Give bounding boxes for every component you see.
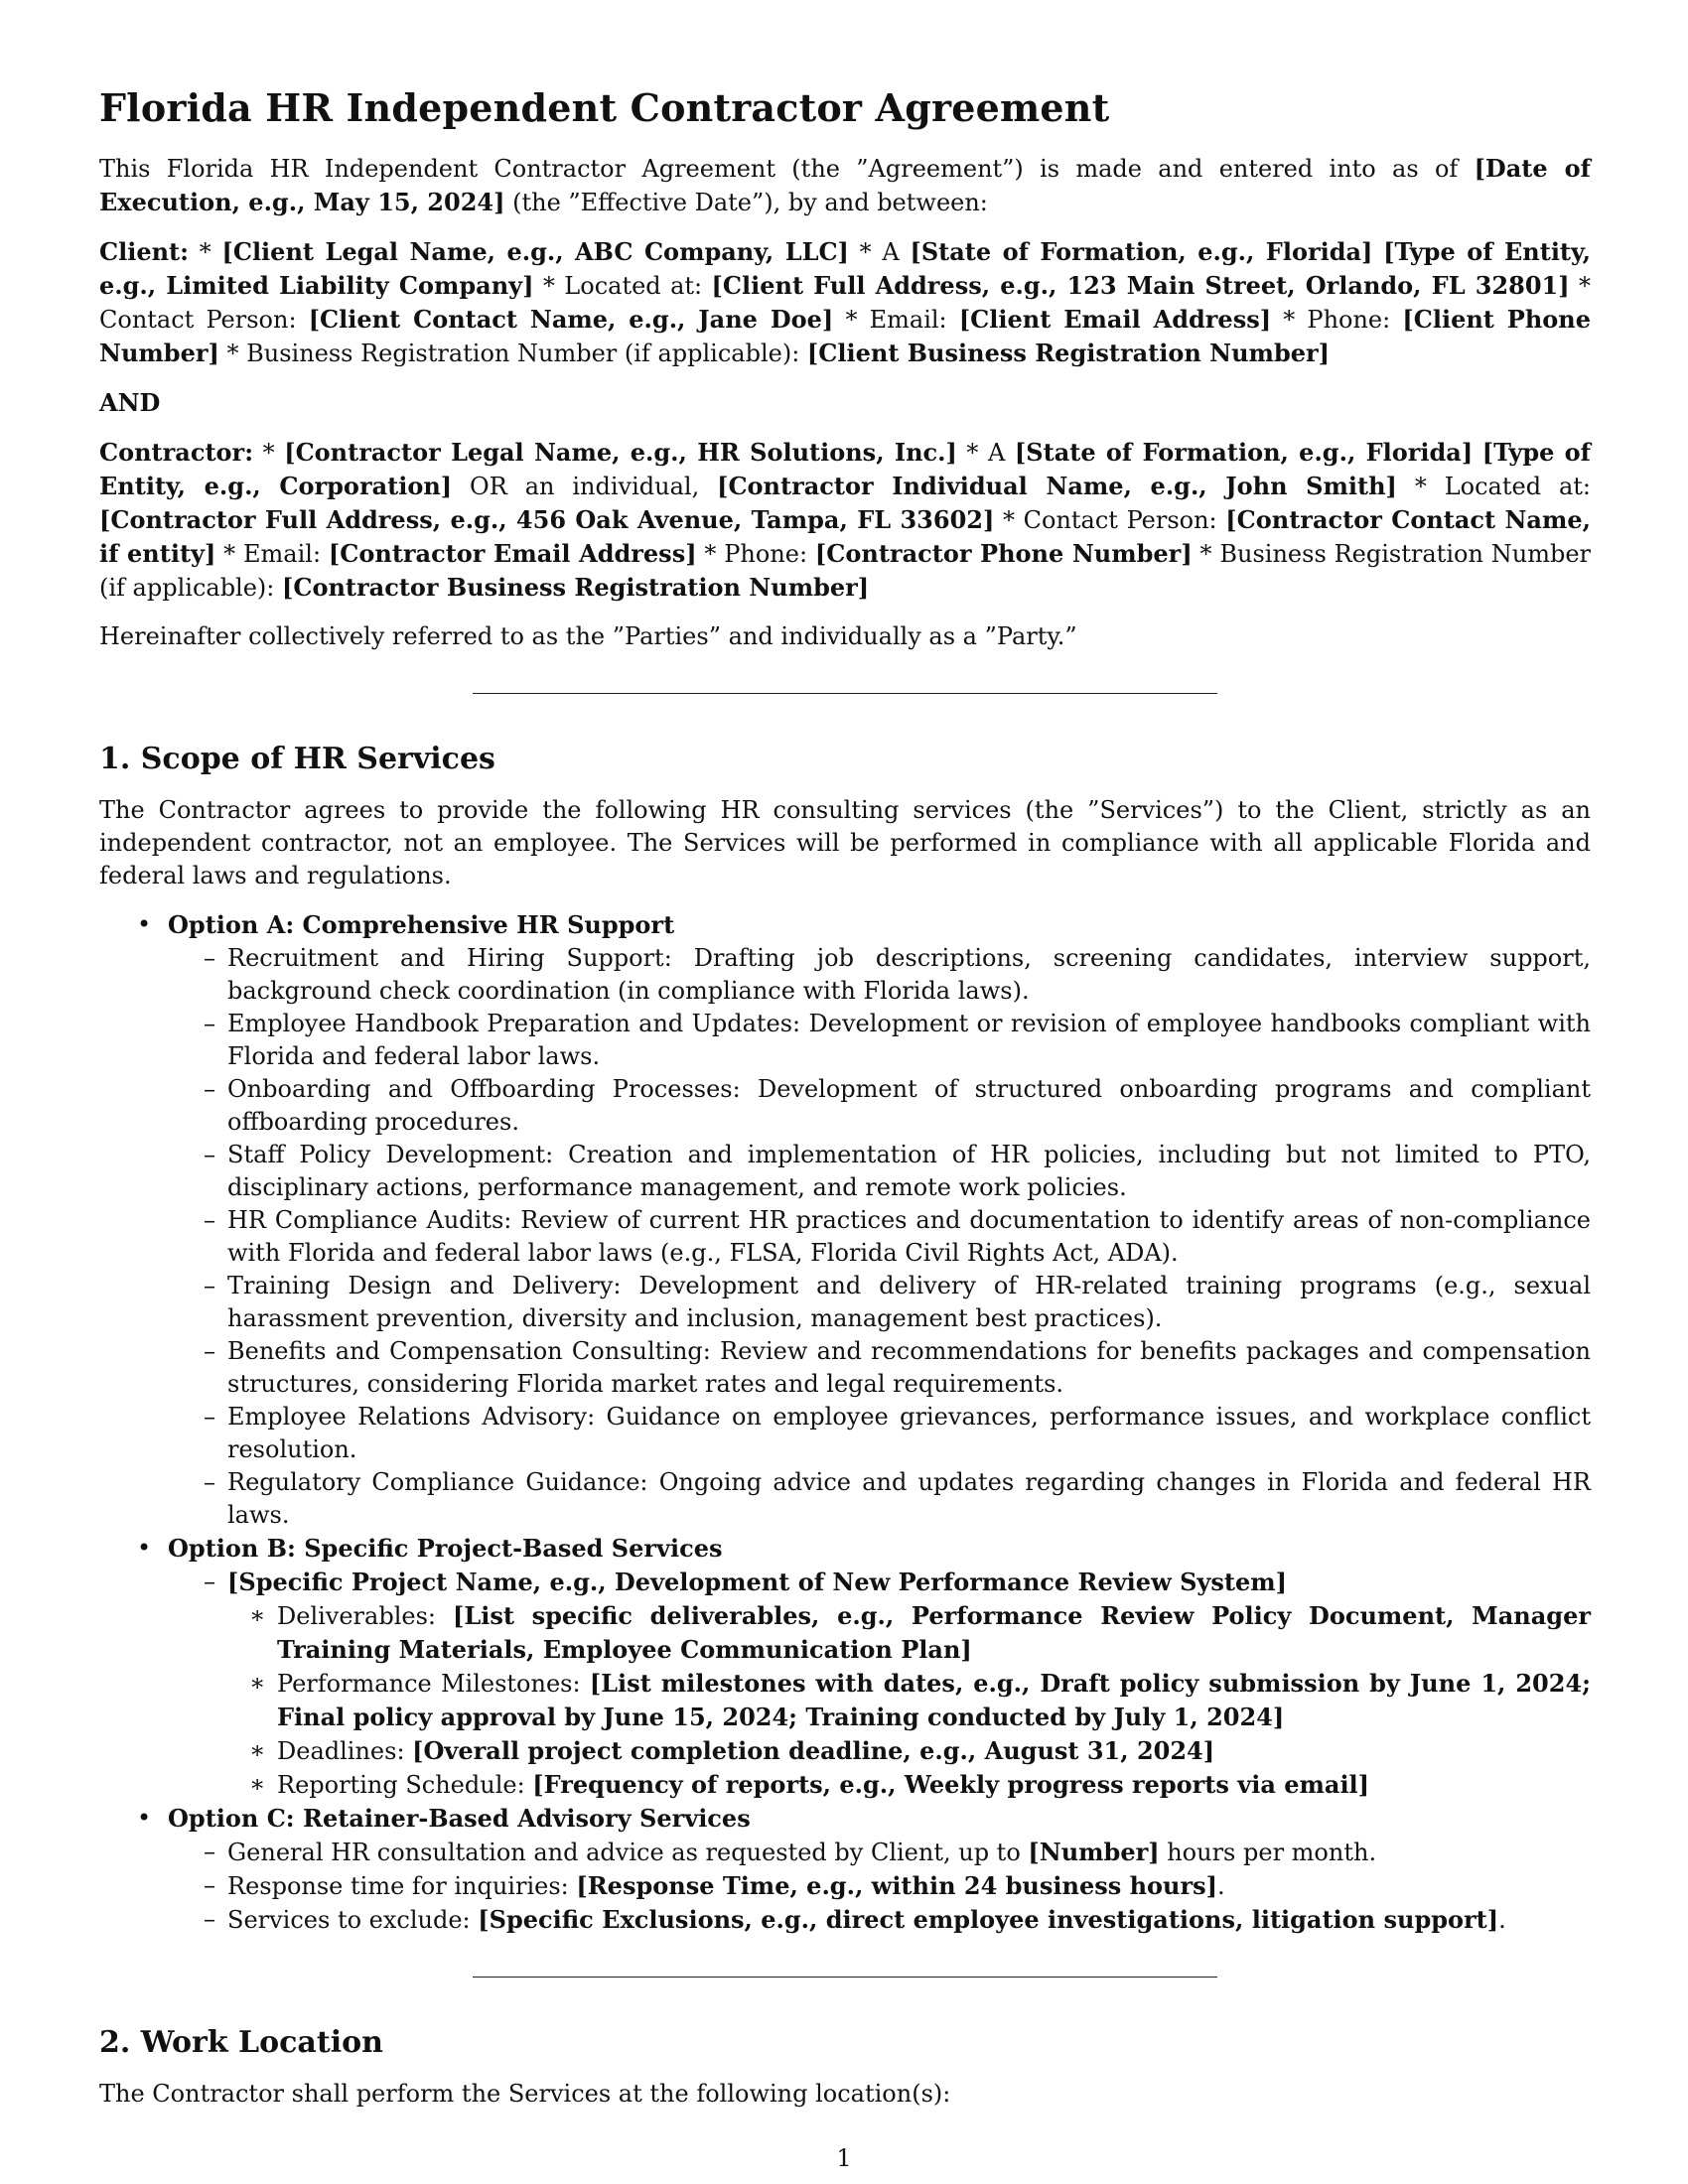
bullet-star: ∗ bbox=[249, 1669, 266, 1697]
bullet-dash: – bbox=[204, 1337, 215, 1365]
reporting-item bbox=[227, 1768, 1591, 1802]
text-fragment: * Located at: bbox=[1396, 473, 1591, 500]
text-fragment: . bbox=[1217, 1872, 1225, 1900]
section-divider bbox=[473, 693, 1217, 694]
contractor-email: [Contractor Email Address] bbox=[328, 539, 697, 568]
bullet-dash: – bbox=[204, 1568, 215, 1595]
bullet-dash: – bbox=[204, 1010, 215, 1037]
milestones-value: [List milestones with dates, e.g., Draft policy submission by June 1, 2024; Final policy approval by June 15, 2024; Training conducted by July 1, 2024] bbox=[277, 1669, 1592, 1731]
text-fragment bbox=[1372, 238, 1383, 266]
contractor-legal-name: [Contractor Legal Name, e.g., HR Solutions, Inc.] bbox=[284, 438, 957, 467]
text-fragment: * Located at: bbox=[533, 272, 712, 300]
intro-paragraph bbox=[99, 152, 1591, 219]
bullet-dot: • bbox=[137, 910, 152, 938]
text-fragment: . bbox=[1498, 1906, 1506, 1934]
contractor-individual-name: [Contractor Individual Name, e.g., John Smith] bbox=[717, 472, 1397, 500]
intro-text: This Florida HR Independent Contractor Agreement (the ”Agreement”) is made and entered into as of bbox=[99, 155, 1475, 183]
option-a-item-text: Recruitment and Hiring Support: Drafting job descriptions, screening candidates, interview support, background check coordination (in compliance with Florida laws). bbox=[227, 944, 1591, 1005]
contractor-label: Contractor: bbox=[99, 438, 254, 467]
option-a-item-text: HR Compliance Audits: Review of current HR practices and documentation to identify areas of non-compliance with Florida and federal labor laws (e.g., FLSA, Florida Civil Rights Act, ADA). bbox=[227, 1206, 1591, 1267]
client-contact: [Client Contact Name, e.g., Jane Doe] bbox=[308, 305, 834, 334]
option-a-item bbox=[168, 1073, 1591, 1139]
milestones-label: Performance Milestones: bbox=[277, 1670, 590, 1698]
reporting-label: Reporting Schedule: bbox=[277, 1771, 533, 1799]
text-fragment bbox=[1473, 439, 1482, 467]
client-entity-type: [Type of Entity, e.g., Limited Liability Company] bbox=[99, 237, 1592, 300]
option-a-item-text: Regulatory Compliance Guidance: Ongoing advice and updates regarding changes in Florida and federal HR laws. bbox=[227, 1468, 1591, 1529]
option-b-items bbox=[168, 1566, 1591, 1802]
option-a-item-text: Onboarding and Offboarding Processes: Development of structured onboarding programs and compliant offboarding procedures. bbox=[227, 1075, 1591, 1136]
contractor-registration: [Contractor Business Registration Number] bbox=[282, 573, 870, 602]
text-fragment: * Email: bbox=[833, 306, 959, 334]
options-list bbox=[99, 908, 1591, 1937]
section-1-heading: 1. Scope of HR Services bbox=[99, 742, 495, 776]
bullet-dot: • bbox=[137, 1804, 152, 1832]
option-a-item-text: Benefits and Compensation Consulting: Review and recommendations for benefits packages and compensation structures, considering Florida market rates and legal requirements. bbox=[227, 1337, 1591, 1398]
bullet-star: ∗ bbox=[249, 1601, 266, 1629]
option-b-title: Option B: Specific Project-Based Services bbox=[168, 1534, 723, 1563]
bullet-dot: • bbox=[137, 1534, 152, 1562]
deliverables-value: [List specific deliverables, e.g., Performance Review Policy Document, Manager Training Materials, Employee Communication Plan] bbox=[277, 1601, 1591, 1664]
bullet-dash: – bbox=[204, 1075, 215, 1103]
bullet-star: ∗ bbox=[249, 1770, 266, 1798]
deliverables-item bbox=[227, 1599, 1591, 1667]
option-b bbox=[99, 1532, 1591, 1802]
client-block bbox=[99, 235, 1591, 370]
contractor-address: [Contractor Full Address, e.g., 456 Oak Avenue, Tampa, FL 33602] bbox=[99, 505, 995, 534]
deadlines-value: [Overall project completion deadline, e.g., August 31, 2024] bbox=[412, 1736, 1215, 1765]
section-2-heading: 2. Work Location bbox=[99, 2025, 383, 2060]
contractor-state: [State of Formation, e.g., Florida] bbox=[1014, 438, 1474, 467]
and-separator bbox=[99, 386, 1591, 420]
text-fragment: * Email: bbox=[215, 540, 329, 568]
bullet-dash: – bbox=[204, 1838, 215, 1865]
milestones-item bbox=[227, 1667, 1591, 1734]
text-fragment: General HR consultation and advice as requested by Client, up to bbox=[227, 1839, 1029, 1866]
bullet-dash: – bbox=[204, 1206, 215, 1234]
text-fragment: * bbox=[253, 439, 285, 467]
option-a-item-text: Employee Relations Advisory: Guidance on employee grievances, performance issues, and workplace conflict resolution. bbox=[227, 1403, 1591, 1463]
option-c-title: Option C: Retainer-Based Advisory Services bbox=[168, 1804, 751, 1833]
client-address: [Client Full Address, e.g., 123 Main Street, Orlando, FL 32801] bbox=[711, 271, 1570, 300]
text-fragment: * Phone: bbox=[1271, 306, 1403, 334]
text-fragment: * Contact Person: bbox=[994, 506, 1226, 534]
hours-item bbox=[168, 1836, 1591, 1869]
bullet-dash: – bbox=[204, 1468, 215, 1496]
page-number: 1 bbox=[836, 2144, 852, 2172]
response-value: [Response Time, e.g., within 24 business hours] bbox=[576, 1871, 1218, 1900]
exclusions-item bbox=[168, 1903, 1591, 1937]
text-fragment: Services to exclude: bbox=[227, 1906, 479, 1934]
option-a-item bbox=[168, 1008, 1591, 1073]
option-c bbox=[99, 1802, 1591, 1937]
text-fragment: OR an individual, bbox=[452, 473, 718, 500]
option-a-item bbox=[168, 1335, 1591, 1401]
option-a-items bbox=[168, 942, 1591, 1532]
option-a-item bbox=[168, 1204, 1591, 1270]
option-c-items bbox=[168, 1836, 1591, 1937]
option-a-title: Option A: Comprehensive HR Support bbox=[168, 910, 675, 939]
option-a-item bbox=[168, 1401, 1591, 1466]
bullet-dash: – bbox=[204, 1403, 215, 1431]
contractor-entity-type: [Type of Entity, e.g., Corporation] bbox=[99, 438, 1592, 500]
option-a-item bbox=[168, 942, 1591, 1008]
project-details bbox=[227, 1599, 1591, 1802]
contractor-contact: [Contractor Contact Name, if entity] bbox=[99, 505, 1591, 568]
parties-paragraph: Hereinafter collectively referred to as the ”Parties” and individually as a ”Party.” bbox=[99, 622, 1077, 650]
option-a-item-text: Training Design and Delivery: Development and delivery of HR-related training programs (e.g., sexual harassment prevention, diversity and inclusion, management best practices). bbox=[227, 1272, 1591, 1332]
deliverables-label: Deliverables: bbox=[277, 1602, 453, 1630]
text-fragment: hours per month. bbox=[1159, 1839, 1377, 1866]
text-fragment: * Phone: bbox=[696, 540, 815, 568]
option-a-item bbox=[168, 1270, 1591, 1335]
client-state: [State of Formation, e.g., Florida] bbox=[910, 237, 1373, 266]
option-a-item-text: Staff Policy Development: Creation and implementation of HR policies, including but not limited to PTO, disciplinary actions, performance management, and remote work policies. bbox=[227, 1141, 1591, 1201]
effective-date-placeholder: [Date of Execution, e.g., May 15, 2024] bbox=[99, 154, 1591, 216]
project-item bbox=[168, 1566, 1591, 1802]
client-email: [Client Email Address] bbox=[958, 305, 1272, 334]
bullet-dash: – bbox=[204, 1871, 215, 1899]
intro-text-end: (the ”Effective Date”), by and between: bbox=[504, 189, 988, 216]
text-fragment: * Business Registration Number (if applicable): bbox=[99, 540, 1592, 602]
text-fragment: * A bbox=[848, 238, 911, 266]
document-title: Florida HR Independent Contractor Agreement bbox=[99, 85, 1110, 130]
text-fragment: Response time for inquiries: bbox=[227, 1872, 577, 1900]
client-label: Client: bbox=[99, 237, 189, 266]
client-registration: [Client Business Registration Number] bbox=[806, 339, 1330, 367]
bullet-dash: – bbox=[204, 1272, 215, 1299]
contractor-block bbox=[99, 436, 1591, 605]
section-1-body: The Contractor agrees to provide the following HR consulting services (the ”Services”) to the Client, strictly as an independent contractor, not an employee. The Services will be performed in compliance with all applicable Florida and federal laws and regulations. bbox=[99, 796, 1591, 889]
contractor-phone: [Contractor Phone Number] bbox=[814, 539, 1193, 568]
client-legal-name: [Client Legal Name, e.g., ABC Company, LLC] bbox=[221, 237, 849, 266]
deadlines-label: Deadlines: bbox=[277, 1737, 413, 1765]
section-divider bbox=[473, 1977, 1217, 1978]
hours-value: [Number] bbox=[1028, 1838, 1160, 1866]
bullet-dash: – bbox=[204, 944, 215, 972]
option-a-item-text: Employee Handbook Preparation and Updates: Development or revision of employee handbooks compliant with Florida and federal labor laws. bbox=[227, 1010, 1591, 1070]
reporting-value: [Frequency of reports, e.g., Weekly progress reports via email] bbox=[532, 1770, 1370, 1799]
text-fragment: * bbox=[189, 238, 222, 266]
option-a-item bbox=[168, 1139, 1591, 1204]
client-phone: [Client Phone Number] bbox=[99, 305, 1592, 367]
text-fragment: * Business Registration Number (if applicable): bbox=[218, 340, 807, 367]
bullet-dash: – bbox=[204, 1905, 215, 1933]
deadlines-item bbox=[227, 1734, 1591, 1768]
project-name: [Specific Project Name, e.g., Development of New Performance Review System] bbox=[227, 1568, 1287, 1596]
bullet-dash: – bbox=[204, 1141, 215, 1168]
exclusions-value: [Specific Exclusions, e.g., direct employee investigations, litigation support] bbox=[478, 1905, 1499, 1934]
text-fragment: * A bbox=[956, 439, 1015, 467]
option-a-item bbox=[168, 1466, 1591, 1532]
section-2-body: The Contractor shall perform the Services at the following location(s): bbox=[99, 2080, 951, 2108]
option-a bbox=[99, 908, 1591, 1532]
and-label: AND bbox=[99, 388, 161, 417]
response-item bbox=[168, 1869, 1591, 1903]
bullet-star: ∗ bbox=[249, 1736, 266, 1764]
text-fragment: * Contact Person: bbox=[99, 272, 1592, 334]
